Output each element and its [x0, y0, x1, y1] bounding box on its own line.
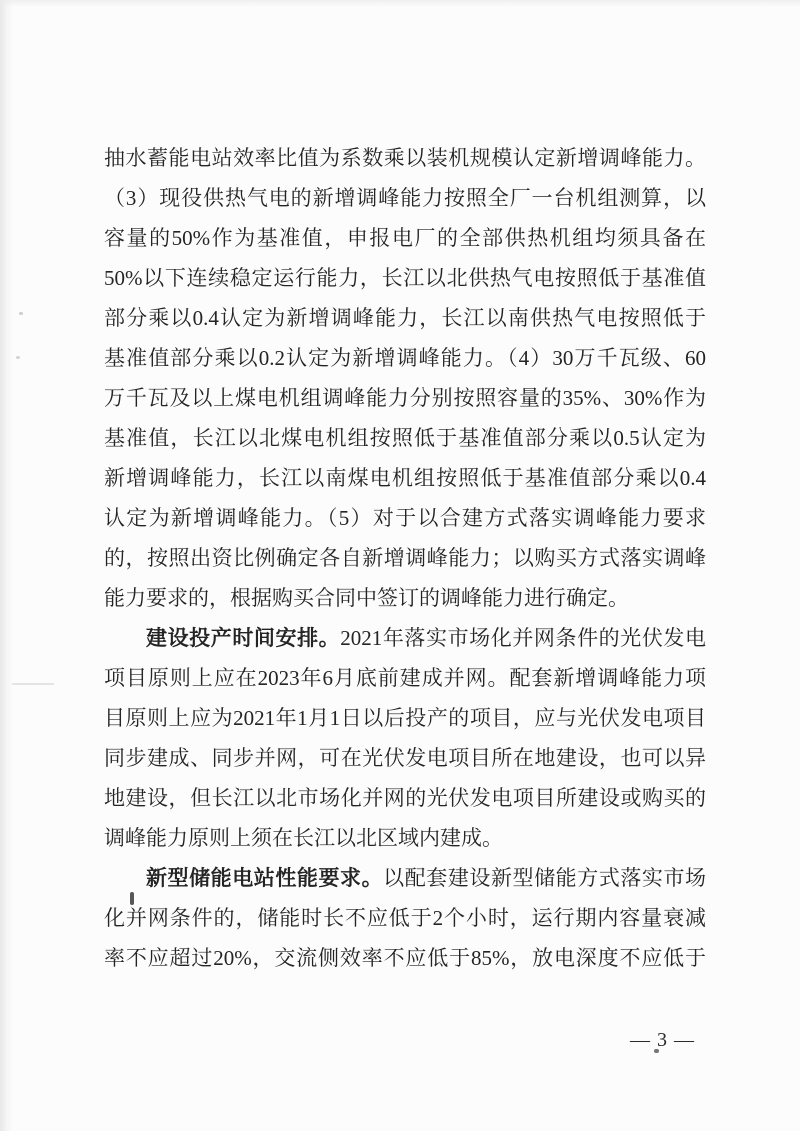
- scan-speck: [12, 683, 54, 685]
- scan-edge-top: [0, 0, 800, 7]
- page-number: — 3 —: [630, 1029, 695, 1051]
- text-line: 基准值部分乘以0.2认定为新增调峰能力。（4）30万千瓦级、60: [104, 346, 706, 370]
- paragraph-lead-bold: 建设投产时间安排。: [146, 626, 341, 650]
- text-line: 同步建成、同步并网，可在光伏发电项目所在地建设，也可以异: [104, 746, 706, 770]
- scan-speck: [19, 312, 23, 315]
- text-line: 目原则上应为2021年1月1日以后投产的项目，应与光伏发电项目: [104, 706, 706, 730]
- text-line: 认定为新增调峰能力。（5）对于以合建方式落实调峰能力要求: [104, 506, 706, 530]
- text-line: 新增调峰能力，长江以南煤电机组按照低于基准值部分乘以0.4: [104, 466, 706, 490]
- text-line: 化并网条件的，储能时长不应低于2个小时，运行期内容量衰减: [104, 906, 706, 930]
- text-line: 的，按照出资比例确定各自新增调峰能力；以购买方式落实调峰: [104, 546, 706, 570]
- text-line: 率不应超过20%，交流侧效率不应低于85%，放电深度不应低于: [104, 946, 706, 970]
- text-line: （3）现役供热气电的新增调峰能力按照全厂一台机组测算，以: [104, 186, 706, 210]
- text-line: 项目原则上应在2023年6月底前建成并网。配套新增调峰能力项: [104, 666, 706, 690]
- scan-edge-left: [0, 0, 13, 1131]
- paragraph-lead-bold: 新型储能电站性能要求。: [146, 866, 384, 890]
- text-line: 地建设，但长江以北市场化并网的光伏发电项目所建设或购买的: [104, 786, 706, 810]
- paragraph-lead-rest: 以配套建设新型储能方式落实市场: [383, 866, 706, 890]
- text-line: [104, 618, 706, 658]
- paragraph-lead-rest: 2021年落实市场化并网条件的光伏发电: [340, 626, 706, 650]
- text-line: 容量的50%作为基准值，申报电厂的全部供热机组均须具备在: [104, 226, 706, 250]
- text-line: [104, 858, 706, 898]
- text-line: 50%以下连续稳定运行能力，长江以北供热气电按照低于基准值: [104, 266, 706, 290]
- text-line: 能力要求的，根据购买合同中签订的调峰能力进行确定。: [104, 586, 629, 610]
- text-line: 部分乘以0.4认定为新增调峰能力，长江以南供热气电按照低于: [104, 306, 706, 330]
- body-text: [104, 138, 706, 978]
- text-line: 基准值，长江以北煤电机组按照低于基准值部分乘以0.5认定为: [104, 426, 706, 450]
- text-line: 万千瓦及以上煤电机组调峰能力分别按照容量的35%、30%作为: [104, 386, 706, 410]
- text-line: 抽水蓄能电站效率比值为系数乘以装机规模认定新增调峰能力。: [104, 146, 706, 170]
- text-line: 调峰能力原则上须在长江以北区域内建成。: [104, 826, 503, 850]
- scan-speck: [16, 356, 20, 359]
